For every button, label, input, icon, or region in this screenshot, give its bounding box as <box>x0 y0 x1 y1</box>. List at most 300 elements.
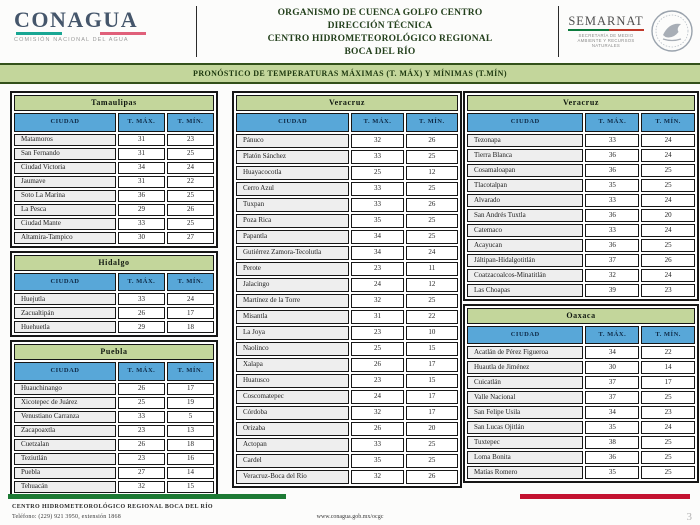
state-header: Oaxaca <box>467 308 695 324</box>
table-row <box>467 149 695 162</box>
tmax-cell: 37 <box>585 391 639 404</box>
city-cell: Acatlán de Pérez Figueroa <box>467 346 583 359</box>
tmin-cell: 20 <box>406 422 458 436</box>
column-header-tmin: T. MÍN. <box>406 113 458 132</box>
state-header: Veracruz <box>467 95 695 111</box>
tmin-cell: 14 <box>167 467 214 479</box>
city-cell: Orizaba <box>236 422 349 436</box>
table-row <box>236 294 458 308</box>
city-cell: Ciudad Mante <box>14 218 116 230</box>
city-cell: Venustiano Carranza <box>14 411 116 423</box>
header-divider-left <box>196 6 197 57</box>
tmin-cell: 17 <box>167 383 214 395</box>
forecast-table-tamaulipas <box>10 91 218 248</box>
table-row <box>467 436 695 449</box>
tmin-cell: 5 <box>167 411 214 423</box>
table-row <box>467 254 695 267</box>
forecast-table-veracruz-south <box>463 91 699 301</box>
tmax-cell: 25 <box>351 342 403 356</box>
tmax-cell: 32 <box>351 134 403 148</box>
tmax-cell: 35 <box>585 466 639 479</box>
tmin-cell: 25 <box>641 239 695 252</box>
tmin-cell: 24 <box>167 162 214 174</box>
city-cell: Jáltipan-Hidalgotitlán <box>467 254 583 267</box>
tmax-cell: 36 <box>585 239 639 252</box>
table-row <box>236 310 458 324</box>
table-row <box>14 453 214 465</box>
city-cell: Jalacingo <box>236 278 349 292</box>
column-header-city: CIUDAD <box>14 113 116 132</box>
table-row <box>236 198 458 212</box>
city-cell: Loma Bonita <box>467 451 583 464</box>
tmax-cell: 35 <box>585 179 639 192</box>
tmax-cell: 32 <box>351 470 403 484</box>
city-cell: Huauchinango <box>14 383 116 395</box>
city-cell: Cosamaloapan <box>467 164 583 177</box>
city-cell: Cuicatlán <box>467 376 583 389</box>
column-header-tmin: T. MÍN. <box>167 113 214 132</box>
table-row <box>14 218 214 230</box>
tmax-cell: 26 <box>118 439 165 451</box>
tmax-cell: 29 <box>118 204 165 216</box>
table-row <box>467 284 695 297</box>
state-header: Puebla <box>14 344 214 360</box>
tmin-cell: 25 <box>406 214 458 228</box>
tmin-cell: 15 <box>406 342 458 356</box>
tmin-cell: 25 <box>406 230 458 244</box>
city-cell: Coatzacoalcos-Minatitlán <box>467 269 583 282</box>
semarnat-subtitle: SECRETARÍA DE MEDIO AMBIENTE Y RECURSOS NATURALES <box>577 33 635 48</box>
tmax-cell: 23 <box>118 425 165 437</box>
tmax-cell: 34 <box>585 406 639 419</box>
tmax-cell: 32 <box>585 269 639 282</box>
city-cell: San Andrés Tuxtla <box>467 209 583 222</box>
table-row <box>236 134 458 148</box>
city-cell: Ciudad Victoria <box>14 162 116 174</box>
column-header-tmin: T. MÍN. <box>641 326 695 345</box>
tmax-cell: 33 <box>118 293 165 305</box>
tmin-cell: 10 <box>406 326 458 340</box>
tmax-cell: 36 <box>585 451 639 464</box>
city-cell: Tuxpan <box>236 198 349 212</box>
city-cell: Xicotepec de Juárez <box>14 397 116 409</box>
table-row <box>236 182 458 196</box>
city-cell: La Joya <box>236 326 349 340</box>
city-cell: Puebla <box>14 467 116 479</box>
tmax-cell: 35 <box>351 214 403 228</box>
table-row <box>14 162 214 174</box>
tmin-cell: 12 <box>406 278 458 292</box>
tmax-cell: 34 <box>351 230 403 244</box>
tables-column-right <box>463 91 699 483</box>
table-row <box>236 166 458 180</box>
column-header-tmin: T. MÍN. <box>641 113 695 132</box>
city-cell: Papantla <box>236 230 349 244</box>
city-cell: Soto La Marina <box>14 190 116 202</box>
header-divider-right <box>558 6 559 57</box>
tmin-cell: 22 <box>167 176 214 188</box>
tmax-cell: 31 <box>118 176 165 188</box>
tmin-cell: 14 <box>641 361 695 374</box>
conagua-red-bar <box>100 32 146 35</box>
table-row <box>467 451 695 464</box>
tmin-cell: 11 <box>406 262 458 276</box>
table-row <box>14 232 214 244</box>
table-row <box>467 346 695 359</box>
tmax-cell: 24 <box>351 390 403 404</box>
tmax-cell: 31 <box>118 148 165 160</box>
tmax-cell: 33 <box>118 218 165 230</box>
tmax-cell: 31 <box>118 134 165 146</box>
state-header: Tamaulipas <box>14 95 214 111</box>
city-cell: Córdoba <box>236 406 349 420</box>
table-row <box>467 224 695 237</box>
tmin-cell: 25 <box>641 391 695 404</box>
table-row <box>14 176 214 188</box>
table-row <box>467 406 695 419</box>
footer-green-bar <box>8 494 286 499</box>
column-header-tmax: T. MÁX. <box>118 362 165 381</box>
table-row <box>14 148 214 160</box>
city-cell: Acayucan <box>467 239 583 252</box>
column-header-tmax: T. MÁX. <box>585 113 639 132</box>
tmax-cell: 33 <box>118 411 165 423</box>
tmax-cell: 36 <box>585 149 639 162</box>
tmax-cell: 26 <box>351 358 403 372</box>
org-line-2: DIRECCIÓN TÉCNICA <box>327 21 433 31</box>
tmax-cell: 33 <box>351 198 403 212</box>
tmin-cell: 17 <box>406 390 458 404</box>
tmin-cell: 25 <box>406 454 458 468</box>
tmax-cell: 24 <box>351 278 403 292</box>
table-row <box>14 383 214 395</box>
tmax-cell: 32 <box>351 406 403 420</box>
tmin-cell: 25 <box>406 294 458 308</box>
city-cell: Tuxtepec <box>467 436 583 449</box>
table-row <box>467 134 695 147</box>
footer-url: www.conagua.gob.mx/ocgc <box>316 514 384 520</box>
city-cell: Cerro Azul <box>236 182 349 196</box>
table-row <box>236 230 458 244</box>
footer-phone: Teléfono: (229) 921 3950, extensión 1868 <box>12 514 121 520</box>
tmin-cell: 25 <box>167 190 214 202</box>
tmax-cell: 33 <box>585 194 639 207</box>
tmax-cell: 30 <box>585 361 639 374</box>
table-row <box>236 358 458 372</box>
column-header-city: CIUDAD <box>467 113 583 132</box>
tmin-cell: 24 <box>641 194 695 207</box>
column-header-tmax: T. MÁX. <box>585 326 639 345</box>
city-cell: Pánuco <box>236 134 349 148</box>
column-header-tmax: T. MÁX. <box>118 273 165 292</box>
table-row <box>467 239 695 252</box>
tmin-cell: 24 <box>641 421 695 434</box>
tmin-cell: 22 <box>406 310 458 324</box>
table-row <box>236 342 458 356</box>
city-cell: San Fernando <box>14 148 116 160</box>
tmin-cell: 17 <box>167 307 214 319</box>
table-row <box>14 321 214 333</box>
tmax-cell: 32 <box>118 481 165 493</box>
tmax-cell: 23 <box>351 326 403 340</box>
city-cell: Huautla de Jiménez <box>467 361 583 374</box>
column-header-city: CIUDAD <box>236 113 349 132</box>
tmax-cell: 32 <box>351 294 403 308</box>
tables-column-left <box>10 91 218 497</box>
tmax-cell: 36 <box>585 209 639 222</box>
table-row <box>14 481 214 493</box>
tmax-cell: 37 <box>585 254 639 267</box>
tmax-cell: 31 <box>351 310 403 324</box>
state-header: Hidalgo <box>14 255 214 271</box>
city-cell: Matamoros <box>14 134 116 146</box>
conagua-logo <box>14 9 184 43</box>
tmax-cell: 35 <box>351 454 403 468</box>
government-seal-icon <box>650 9 694 53</box>
table-row <box>467 209 695 222</box>
tmin-cell: 25 <box>641 179 695 192</box>
city-cell: Veracruz-Boca del Río <box>236 470 349 484</box>
city-cell: Tlacotalpan <box>467 179 583 192</box>
tmin-cell: 15 <box>406 374 458 388</box>
table-row <box>14 134 214 146</box>
column-header-tmax: T. MÁX. <box>118 113 165 132</box>
table-row <box>14 204 214 216</box>
org-titles <box>205 7 555 59</box>
tmax-cell: 30 <box>118 232 165 244</box>
tmin-cell: 25 <box>641 164 695 177</box>
page-number: 3 <box>686 511 692 523</box>
org-line-3: CENTRO HIDROMETEOROLÓGICO REGIONAL <box>267 34 493 44</box>
tmax-cell: 25 <box>351 166 403 180</box>
tmin-cell: 22 <box>641 346 695 359</box>
tmin-cell: 25 <box>641 466 695 479</box>
table-row <box>236 262 458 276</box>
tmax-cell: 33 <box>585 134 639 147</box>
city-cell: Perote <box>236 262 349 276</box>
city-cell: Tehuacán <box>14 481 116 493</box>
footer-office-name: CENTRO HIDROMETEOROLÓGICO REGIONAL BOCA DEL RÍO <box>12 504 213 510</box>
city-cell: Huehuetla <box>14 321 116 333</box>
org-line-1: ORGANISMO DE CUENCA GOLFO CENTRO <box>277 8 483 18</box>
tmin-cell: 17 <box>406 358 458 372</box>
forecast-title-band: PRONÓSTICO DE TEMPERATURAS MÁXIMAS (T. MÁX) Y MÍNIMAS (T.MÍN) <box>0 63 700 84</box>
city-cell: Tezonapa <box>467 134 583 147</box>
tmax-cell: 26 <box>118 383 165 395</box>
tables-area <box>0 84 700 497</box>
tmin-cell: 15 <box>167 481 214 493</box>
table-row <box>467 391 695 404</box>
table-row <box>14 307 214 319</box>
conagua-wordmark: CONAGUA <box>14 7 139 32</box>
tmin-cell: 17 <box>406 406 458 420</box>
table-row <box>236 246 458 260</box>
forecast-table-oaxaca <box>463 304 699 484</box>
tmin-cell: 20 <box>641 209 695 222</box>
column-header-tmin: T. MÍN. <box>167 362 214 381</box>
tmax-cell: 39 <box>585 284 639 297</box>
city-cell: Gutiérrez Zamora-Tecolutla <box>236 246 349 260</box>
semarnat-red-bar <box>609 29 644 31</box>
tmax-cell: 33 <box>351 182 403 196</box>
tmin-cell: 25 <box>167 148 214 160</box>
forecast-table-hidalgo <box>10 251 218 338</box>
footer-red-bar <box>520 494 690 499</box>
tmax-cell: 37 <box>585 376 639 389</box>
document-header <box>0 0 700 63</box>
tmin-cell: 24 <box>641 224 695 237</box>
forecast-table-veracruz-north <box>232 91 462 488</box>
city-cell: Cardel <box>236 454 349 468</box>
tmax-cell: 26 <box>351 422 403 436</box>
tmax-cell: 27 <box>118 467 165 479</box>
city-cell: Altamira-Tampico <box>14 232 116 244</box>
semarnat-green-bar <box>568 29 609 31</box>
city-cell: Misantla <box>236 310 349 324</box>
tmax-cell: 23 <box>351 374 403 388</box>
table-row <box>236 406 458 420</box>
table-row <box>467 269 695 282</box>
city-cell: Cuetzalan <box>14 439 116 451</box>
table-row <box>236 438 458 452</box>
tmax-cell: 34 <box>351 246 403 260</box>
tmin-cell: 16 <box>167 453 214 465</box>
semarnat-logo-bars <box>568 29 644 31</box>
city-cell: Actopan <box>236 438 349 452</box>
semarnat-wordmark: SEMARNAT <box>568 14 644 28</box>
city-cell: Teziutlán <box>14 453 116 465</box>
city-cell: Huatusco <box>236 374 349 388</box>
conagua-logo-bars <box>16 32 146 35</box>
tmin-cell: 26 <box>641 254 695 267</box>
table-row <box>236 374 458 388</box>
column-header-city: CIUDAD <box>14 362 116 381</box>
city-cell: La Pesca <box>14 204 116 216</box>
table-row <box>14 397 214 409</box>
tmin-cell: 27 <box>167 232 214 244</box>
tmax-cell: 23 <box>351 262 403 276</box>
org-line-4: BOCA DEL RÍO <box>344 47 416 57</box>
table-row <box>236 214 458 228</box>
tmin-cell: 23 <box>641 284 695 297</box>
tmax-cell: 25 <box>118 397 165 409</box>
table-row <box>14 439 214 451</box>
tmax-cell: 34 <box>118 162 165 174</box>
table-row <box>236 454 458 468</box>
tmin-cell: 23 <box>167 134 214 146</box>
table-row <box>236 422 458 436</box>
tmax-cell: 26 <box>118 307 165 319</box>
tmin-cell: 26 <box>167 204 214 216</box>
tmin-cell: 24 <box>641 134 695 147</box>
city-cell: Tierra Blanca <box>467 149 583 162</box>
tmax-cell: 34 <box>585 346 639 359</box>
tmin-cell: 24 <box>167 293 214 305</box>
table-row <box>14 293 214 305</box>
table-row <box>236 470 458 484</box>
tmin-cell: 18 <box>167 439 214 451</box>
tmax-cell: 23 <box>118 453 165 465</box>
table-row <box>467 194 695 207</box>
tmin-cell: 24 <box>641 149 695 162</box>
city-cell: Poza Rica <box>236 214 349 228</box>
tmin-cell: 25 <box>641 436 695 449</box>
tmax-cell: 33 <box>351 150 403 164</box>
tmax-cell: 35 <box>585 421 639 434</box>
city-cell: Platón Sánchez <box>236 150 349 164</box>
city-cell: Naolinco <box>236 342 349 356</box>
tmax-cell: 36 <box>585 164 639 177</box>
city-cell: Jaumave <box>14 176 116 188</box>
table-row <box>236 150 458 164</box>
city-cell: Las Choapas <box>467 284 583 297</box>
city-cell: Huejutla <box>14 293 116 305</box>
table-row <box>467 361 695 374</box>
table-row <box>236 278 458 292</box>
city-cell: Zacualtipán <box>14 307 116 319</box>
city-cell: Huayacocotla <box>236 166 349 180</box>
tmin-cell: 12 <box>406 166 458 180</box>
semarnat-logo <box>566 15 646 48</box>
column-header-tmax: T. MÁX. <box>351 113 403 132</box>
tmax-cell: 33 <box>351 438 403 452</box>
tmin-cell: 25 <box>406 150 458 164</box>
table-row <box>14 467 214 479</box>
forecast-table-puebla <box>10 340 218 497</box>
tmax-cell: 33 <box>585 224 639 237</box>
tmin-cell: 23 <box>641 406 695 419</box>
tmin-cell: 25 <box>641 451 695 464</box>
tmax-cell: 36 <box>118 190 165 202</box>
conagua-teal-bar <box>16 32 62 35</box>
tmin-cell: 13 <box>167 425 214 437</box>
tmin-cell: 19 <box>167 397 214 409</box>
column-header-city: CIUDAD <box>14 273 116 292</box>
table-row <box>14 190 214 202</box>
city-cell: Matías Romero <box>467 466 583 479</box>
tmin-cell: 26 <box>406 198 458 212</box>
table-row <box>467 179 695 192</box>
tmin-cell: 26 <box>406 470 458 484</box>
city-cell: Coscomatepec <box>236 390 349 404</box>
city-cell: Catemaco <box>467 224 583 237</box>
tables-column-middle <box>232 91 462 488</box>
tmin-cell: 24 <box>641 269 695 282</box>
tmin-cell: 25 <box>406 182 458 196</box>
city-cell: San Lucas Ojitlán <box>467 421 583 434</box>
tmin-cell: 18 <box>167 321 214 333</box>
tmax-cell: 29 <box>118 321 165 333</box>
city-cell: Valle Nacional <box>467 391 583 404</box>
table-row <box>467 466 695 479</box>
column-header-city: CIUDAD <box>467 326 583 345</box>
table-row <box>236 326 458 340</box>
conagua-subtitle: COMISIÓN NACIONAL DEL AGUA <box>14 37 129 43</box>
city-cell: Xalapa <box>236 358 349 372</box>
city-cell: Zacapoaxtla <box>14 425 116 437</box>
table-row <box>14 411 214 423</box>
tmin-cell: 26 <box>406 134 458 148</box>
table-row <box>236 390 458 404</box>
tmin-cell: 24 <box>406 246 458 260</box>
table-row <box>14 425 214 437</box>
table-row <box>467 376 695 389</box>
tmin-cell: 25 <box>406 438 458 452</box>
table-row <box>467 164 695 177</box>
tmin-cell: 25 <box>167 218 214 230</box>
city-cell: Alvarado <box>467 194 583 207</box>
city-cell: Martínez de la Torre <box>236 294 349 308</box>
